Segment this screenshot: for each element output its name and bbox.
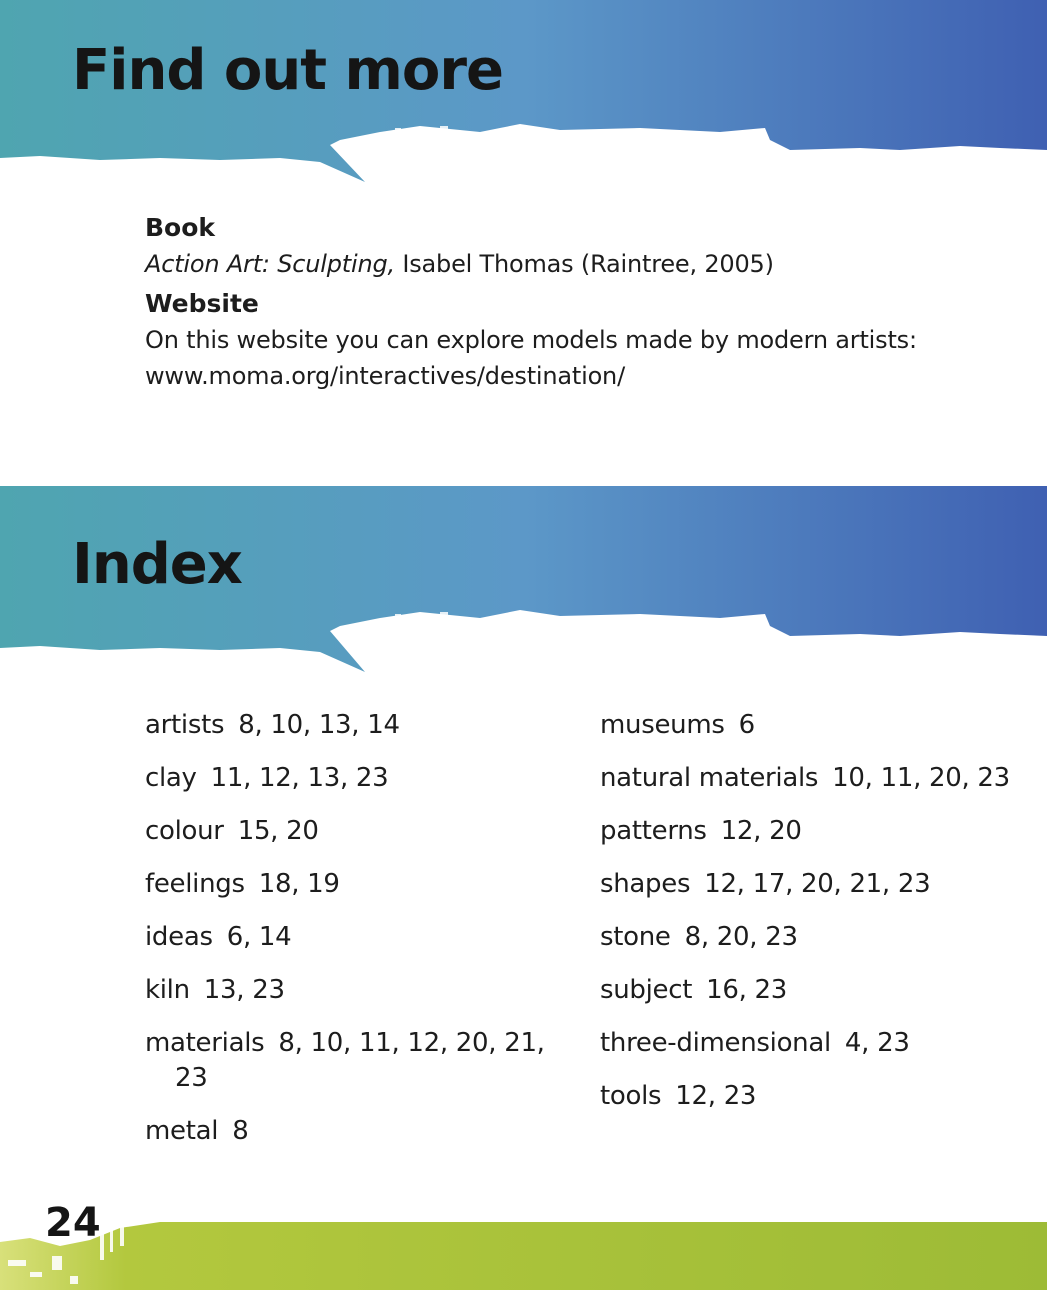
index-term: subject xyxy=(600,975,693,1005)
book-heading: Book xyxy=(145,213,216,242)
index-pages: 16, 23 xyxy=(706,975,788,1005)
index-entry xyxy=(145,1114,575,1149)
index-entry xyxy=(145,814,575,849)
index-term: colour xyxy=(145,816,224,846)
index-entry xyxy=(600,1026,1030,1061)
index-entry xyxy=(600,761,1030,796)
index-title: Index xyxy=(72,532,242,597)
website-heading: Website xyxy=(145,289,259,318)
index-pages: 8, 10, 11, 12, 20, 21, 23 xyxy=(175,1028,545,1093)
index-entry xyxy=(600,1079,1030,1114)
bottom-brush-strip xyxy=(0,1220,1047,1290)
index-term: stone xyxy=(600,922,671,952)
website-description: On this website you can explore models made by modern artists: xyxy=(145,326,917,354)
index-left-column xyxy=(145,708,575,1167)
website-url: www.moma.org/interactives/destination/ xyxy=(145,362,625,390)
book-details: Isabel Thomas (Raintree, 2005) xyxy=(394,250,774,278)
index-entry xyxy=(145,973,575,1008)
index-entry xyxy=(145,708,575,743)
index-entry xyxy=(600,867,1030,902)
index-term: three-dimensional xyxy=(600,1028,831,1058)
index-entry xyxy=(145,867,575,902)
index-term: kiln xyxy=(145,975,190,1005)
index-pages: 12, 20 xyxy=(720,816,802,846)
index-pages: 8, 10, 13, 14 xyxy=(238,710,400,740)
index-term: tools xyxy=(600,1081,662,1111)
index-pages: 6, 14 xyxy=(226,922,292,952)
index-pages: 15, 20 xyxy=(237,816,319,846)
index-term: natural materials xyxy=(600,763,819,793)
index-term: ideas xyxy=(145,922,213,952)
index-entry xyxy=(600,920,1030,955)
index-right-column xyxy=(600,708,1030,1132)
index-pages: 4, 23 xyxy=(844,1028,910,1058)
index-pages: 6 xyxy=(738,710,755,740)
index-banner xyxy=(0,486,1047,676)
index-term: patterns xyxy=(600,816,707,846)
index-entry xyxy=(600,708,1030,743)
index-pages: 12, 17, 20, 21, 23 xyxy=(704,869,931,899)
index-pages: 12, 23 xyxy=(675,1081,757,1111)
index-pages: 11, 12, 13, 23 xyxy=(210,763,389,793)
index-entry xyxy=(600,973,1030,1008)
find-out-more-banner xyxy=(0,0,1047,190)
index-term: metal xyxy=(145,1116,219,1146)
index-entry xyxy=(145,761,575,796)
index-pages: 8, 20, 23 xyxy=(684,922,798,952)
index-pages: 18, 19 xyxy=(258,869,340,899)
index-entry xyxy=(145,1026,575,1096)
book-title: Action Art: Sculpting, xyxy=(145,250,395,278)
index-term: feelings xyxy=(145,869,245,899)
index-term: shapes xyxy=(600,869,691,899)
index-entry xyxy=(145,920,575,955)
book-entry xyxy=(145,246,1025,282)
resources-section xyxy=(145,210,1025,394)
index-pages: 10, 11, 20, 23 xyxy=(832,763,1010,793)
index-entry xyxy=(600,814,1030,849)
index-term: materials xyxy=(145,1028,265,1058)
index-pages: 8 xyxy=(232,1116,249,1146)
index-term: artists xyxy=(145,710,225,740)
page-number: 24 xyxy=(45,1200,101,1246)
find-out-more-title: Find out more xyxy=(72,38,503,103)
index-term: museums xyxy=(600,710,725,740)
index-term: clay xyxy=(145,763,197,793)
index-pages: 13, 23 xyxy=(203,975,285,1005)
